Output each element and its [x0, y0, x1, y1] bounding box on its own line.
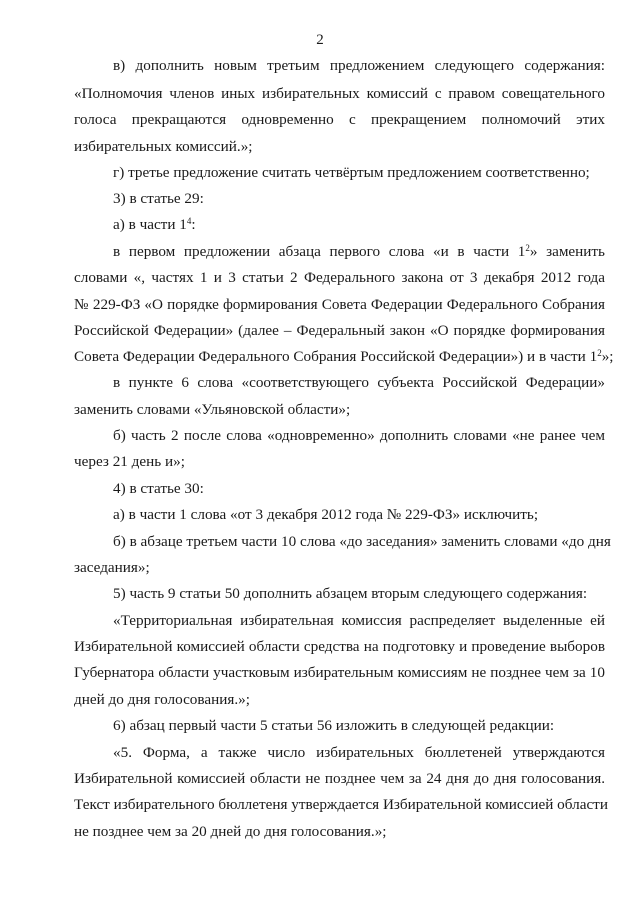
- text-line: [113, 215, 605, 234]
- text-line: б) в абзаце третьем части 10 слова «до заседания» заменить словами «до дня: [113, 533, 611, 550]
- text-line: Губернатора области участковым избирательным комиссиям не позднее чем за 10: [74, 664, 605, 681]
- text-segment: »;: [601, 348, 614, 365]
- text-line: в пункте 6 слова «соответствующего субъекта Российской Федерации»: [113, 374, 605, 391]
- text-line: Российской Федерации» (далее – Федеральный закон «О порядке формирования: [74, 322, 605, 339]
- text-line: голоса прекращаются одновременно с прекращением полномочий этих: [74, 111, 605, 128]
- text-line: дней до дня голосования.»;: [74, 691, 250, 708]
- text-line: № 229-ФЗ «О порядке формирования Совета Федерации Федерального Собрания: [74, 296, 605, 313]
- superscript: 4: [186, 216, 192, 226]
- text-line: «5. Форма, а также число избирательных бюллетеней утверждаются: [113, 744, 605, 761]
- text-segment: в первом предложении абзаца первого слова «и в части 1: [113, 243, 526, 260]
- text-segment: Совета Федерации Федерального Собрания Российской Федерации») и в части 1: [74, 348, 598, 365]
- text-line: избирательных комиссий.»;: [74, 138, 253, 155]
- text-line: [74, 347, 614, 366]
- text-line: Текст избирательного бюллетеня утверждается Избирательной комиссией области: [74, 796, 608, 813]
- page-number: 2: [316, 32, 324, 48]
- text-line: через 21 день и»;: [74, 453, 185, 470]
- text-line: г) третье предложение считать четвёртым предложением соответственно;: [113, 164, 590, 181]
- text-segment: а) в части 1: [113, 216, 187, 233]
- text-line: не позднее чем за 20 дней до дня голосования.»;: [74, 823, 387, 840]
- text-line: заседания»;: [74, 559, 150, 576]
- text-line: заменить словами «Ульяновской области»;: [74, 401, 351, 418]
- text-line: 6) абзац первый части 5 статьи 56 изложить в следующей редакции:: [113, 717, 555, 734]
- text-line: 4) в статье 30:: [113, 480, 204, 497]
- text-line: б) часть 2 после слова «одновременно» дополнить словами «не ранее чем: [113, 427, 605, 444]
- text-line: Избирательной комиссией области средства на подготовку и проведение выборов: [74, 638, 605, 655]
- superscript: 2: [597, 348, 602, 358]
- text-line: Избирательной комиссией области не позднее чем за 24 дня до дня голосования.: [74, 770, 605, 787]
- text-segment: :: [191, 216, 196, 233]
- text-line: а) в части 1 слова «от 3 декабря 2012 года № 229-ФЗ» исключить;: [113, 506, 539, 523]
- superscript: 2: [525, 243, 530, 253]
- text-line: в) дополнить новым третьим предложением следующего содержания:: [113, 57, 605, 74]
- text-line: [113, 242, 605, 261]
- text-segment: » заменить: [529, 243, 605, 260]
- text-line: «Территориальная избирательная комиссия распределяет выделенные ей: [113, 612, 605, 629]
- text-line: 3) в статье 29:: [113, 190, 204, 207]
- text-line: «Полномочия членов иных избирательных комиссий с правом совещательного: [74, 85, 605, 102]
- text-line: 5) часть 9 статьи 50 дополнить абзацем вторым следующего содержания:: [113, 585, 588, 602]
- text-line: словами «, частях 1 и 3 статьи 2 Федерального закона от 3 декабря 2012 года: [74, 269, 605, 286]
